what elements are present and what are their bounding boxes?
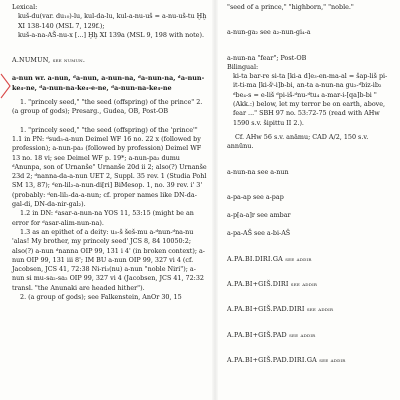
headword-anun-na-fear: a-nun-na "fear"; Post-OB: [227, 53, 307, 62]
lexical-label: Lexical:: [12, 3, 38, 11]
bilingual-citation: ki-ta bar-re si-ta [ki-a d]e₃-en-ma-al = šap-liš pi-it-ti-ma [ki-šⁱ-i]b-bi, an-ta a-nun-na gu₂-ᵈbiz-ib₂ ᵈbe₄-s = e-liš ᵈpi-iš-ᵈnu-ᵈtu₄ a-mar-i-[qa]b-bi "(Akk.:) below, let my terror be on earth, above, fear ..." SBH 97 no. 53:72-75 (read with AHw 1590 s.v. šipittu II 2.).: [233, 72, 388, 127]
continued-gloss: "seed of a prince," "highborn," "noble.": [227, 3, 354, 11]
crossref-apabi-gis-pad-diriga: A.PA.BI+GIŠ.PAD.DIRI.GA see addir: [227, 355, 346, 364]
crossref-anun-ga2: a-nun-ga₂ see a₂-nun-gi₄-a: [227, 28, 311, 37]
crossref-apabi-diriga: A.PA.BI.DIRI.GA see addir: [227, 254, 312, 263]
cross-reference-anumun: A.NUMUN, see numun.: [12, 56, 86, 65]
lexical-entry-2: kuš-a-na-AŠ-nu-x [...] Ḫḫ XI 139a (MSL 9, 198 with note).: [18, 30, 204, 39]
right-column: [227, 0, 393, 365]
crossref-apa-ap: a-pa-ap see a-pap: [227, 192, 284, 201]
crossref-anun-na: a-nun-na see a-nun: [227, 167, 289, 176]
lexical-entry-1: kuš-du(var. du₁₀)-lu, kul-da-lu, kul-a-nu-uš = a-nu-uš-tu Ḫḫ XI 138-140 (MSL 7, 129f.);: [18, 12, 207, 30]
page-gutter: [212, 0, 218, 400]
crossref-apabi-gis-pad-diri: A.PA.BI+GIŠ.PAD.DIRI see addir: [227, 305, 334, 314]
definition-summary: 1. "princely seed," "the seed (offspring) of the prince" 2. (a group of gods); Presarg., Gudea, OB, Post-OB: [12, 98, 203, 116]
crossref-apaas: a-pa-AŠ see a-bi-AŠ: [227, 229, 291, 238]
crossref-apaar: a-p[a-a]r see ambar: [227, 211, 291, 220]
sense-1-2-divine-name: 1.2 in DN: ᵈasar-a-nun-na YOS 11, 53:15 (might be an error for ᵈasar-alim-nun-na).: [12, 209, 194, 227]
comparative-reference: Cf. AHw 56 s.v. anāmu; CAD A/2, 150 s.v. annūnu.: [227, 132, 369, 151]
crossref-apabi-gis-pad: A.PA.BI+GIŠ.PAD see addir: [227, 330, 316, 339]
sense-2-gods: 2. (a group of gods); see Falkenstein, AnOr 30, 15: [20, 293, 182, 302]
margin-mark: [0, 72, 12, 100]
bilingual-label: Bilingual:: [227, 62, 259, 71]
sense-1-3-epithet: 1.3 as an epithet of a deity: u₅-š šeš-mu a-ᵈnun-ᵈna-nu 'alas! My brother, my princely seed' JCS 8, 84 10050:2; also(?) a-nun ᵈnanna OIP 99, 131 i 4' (in broken context); a-nun OIP 99, 131 iii 8'; IM BU a-nun OIP 99, 327 vi 4 (cf. Jacobsen, JCS 41, 72:38 Ni-ri₃(nu) a-nun "noble Niri"); a-nun si mu-sa₂-sa₂ OIP 99, 327 vi 4 (Jacobsen, JCS 41, 72:32 transl. "the Anunaki are headed hither").: [12, 227, 205, 292]
sense-1-proper-names: 1. "princely seed," "the seed (offspring) of the 'prince'" 1.1 in PN: ᵈsud₃-a-nun Deimel WF 16 no. 22 x (followed by profession); a-nun-pa₃ (followed by profession) Deimel WF 13 no. 18 vi; see Deimel WF p. 19*; a-nun-pa₃ dumu ᵈAnunpa, son of Urnanše" Urnanše 20d ii 2; also(?) Urnanše 23d 2; ᵈnanna-da-a-nun UET 2, Suppl. 35 rev. 1 (Studia Pohl SM 13, 87); ᵈen-lil₂-a-nun-di[ri] BiMesop. 1, no. 39 rev. i' 3' (probably: ᵈen-lil₂-da-a-nun; cf. proper names like DN-da-gal-di, DN-da-nir-gal₂).: [12, 125, 207, 209]
headword-anun: a-nun wr. a-nun, ᵈa-nun, a-nun-na, ᵈa-nun-na, ᵈa-nun-ke₄-ne, ᵈa-nun-na-ke₄-e-ne, ᵈa-nun-na-ke₄-ne: [12, 74, 205, 92]
left-column: [12, 0, 208, 302]
crossref-apabi-gis-diri: A.PA.BI+GIŠ.DIRI see addir: [227, 280, 318, 289]
